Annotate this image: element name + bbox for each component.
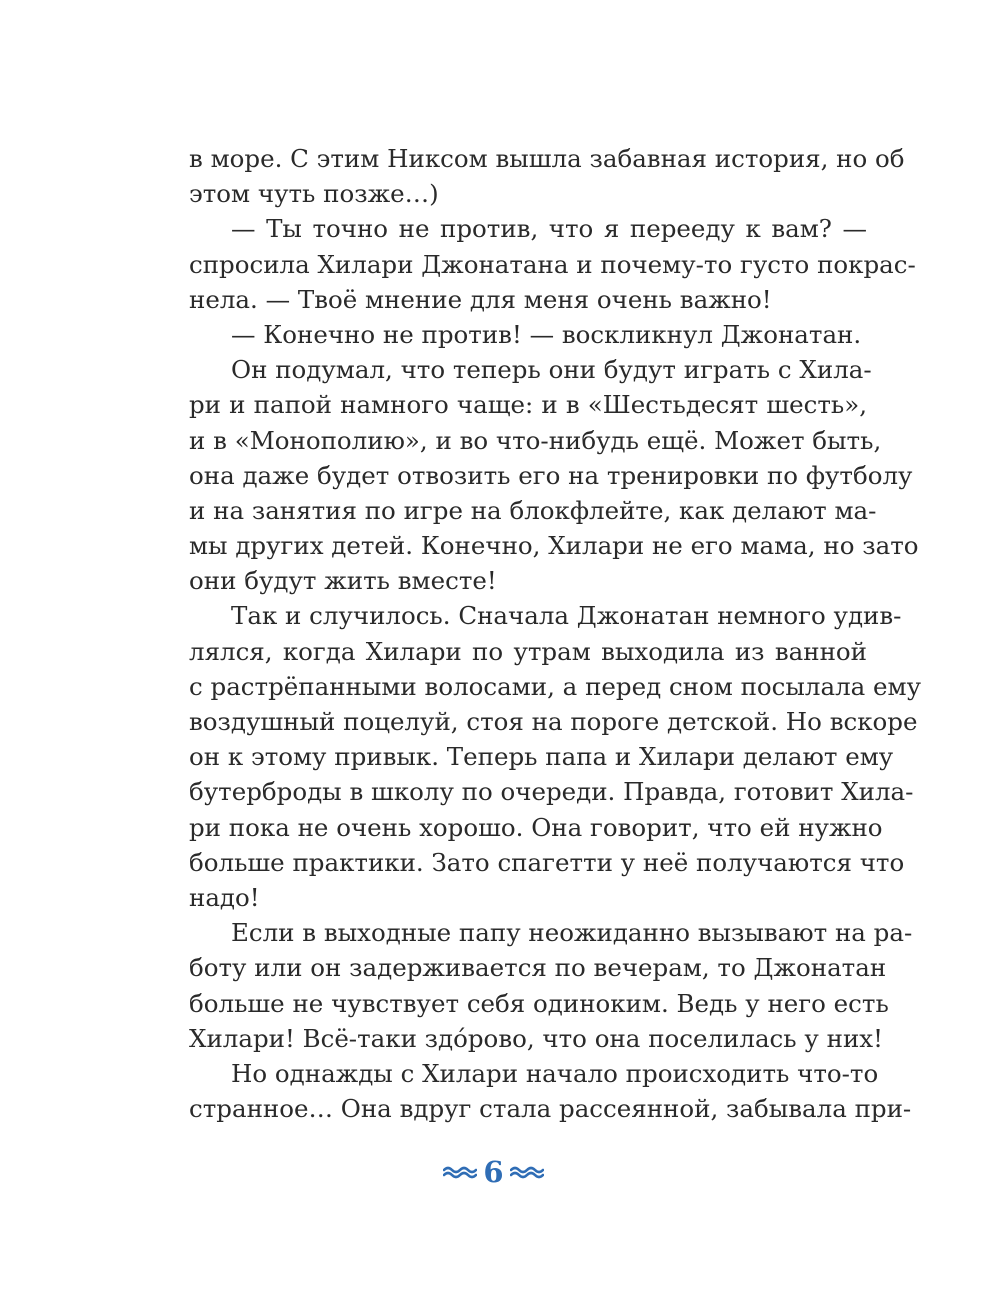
text-line: Он подумал, что теперь они будут играть с Хила- xyxy=(231,355,872,385)
text-line: больше не чувствует себя одиноким. Ведь у него есть xyxy=(189,988,889,1018)
text-line: бутерброды в школу по очереди. Правда, готовит Хила- xyxy=(189,777,914,807)
text-line: и в «Монополию», и во что-нибудь ещё. Может быть, xyxy=(189,425,882,455)
wave-ornament-icon xyxy=(443,1165,477,1179)
text-line: нела. — Твоё мнение для меня очень важно! xyxy=(189,284,772,314)
text-line: в море. С этим Никсом вышла забавная история, но об xyxy=(189,144,905,173)
text-line: спросила Хилари Джонатана и почему-то густо покрас- xyxy=(189,249,916,279)
text-line: Хилари! Всё-таки здóрово, что она поселилась у них! xyxy=(189,1023,883,1053)
text-line: надо! xyxy=(189,882,260,912)
text-line: она даже будет отвозить его на тренировки по футболу xyxy=(189,460,913,490)
text-line: странное… Она вдруг стала рассеянной, забывала при- xyxy=(189,1094,912,1124)
text-line: Но однажды с Хилари начало происходить что-то xyxy=(231,1058,879,1088)
text-line: и на занятия по игре на блокфлейте, как делают ма- xyxy=(189,495,877,525)
text-line: ри пока не очень хорошо. Она говорит, что ей нужно xyxy=(189,812,883,842)
page-number: 6 xyxy=(483,1155,504,1189)
wave-ornament-icon xyxy=(510,1165,544,1179)
text-line: — Ты точно не против, что я перееду к вам? — xyxy=(231,214,867,244)
text-line: воздушный поцелуй, стоя на пороге детской. Но вскоре xyxy=(189,707,918,736)
text-line: боту или он задерживается по вечерам, то Джонатан xyxy=(189,953,887,983)
text-line: лялся, когда Хилари по утрам выходила из ванной xyxy=(189,636,867,666)
page-body xyxy=(189,141,921,1126)
text-line: больше практики. Зато спагетти у неё получаются что xyxy=(189,847,905,877)
page-number-folio xyxy=(0,1152,987,1192)
text-line: — Конечно не против! — воскликнул Джонатан. xyxy=(231,319,862,349)
text-line: Так и случилось. Сначала Джонатан немного удив- xyxy=(231,601,902,631)
text-line: мы других детей. Конечно, Хилари не его мама, но зато xyxy=(189,531,919,561)
text-line: ри и папой намного чаще: и в «Шестьдесят шесть», xyxy=(189,390,867,420)
text-line: этом чуть позже…) xyxy=(189,179,439,209)
text-line: Если в выходные папу неожиданно вызывают на ра- xyxy=(231,918,913,948)
text-line: они будут жить вместе! xyxy=(189,566,497,596)
text-line: он к этому привык. Теперь папа и Хилари делают ему xyxy=(189,742,894,772)
text-line: с растрёпанными волосами, а перед сном посылала ему xyxy=(189,671,921,701)
